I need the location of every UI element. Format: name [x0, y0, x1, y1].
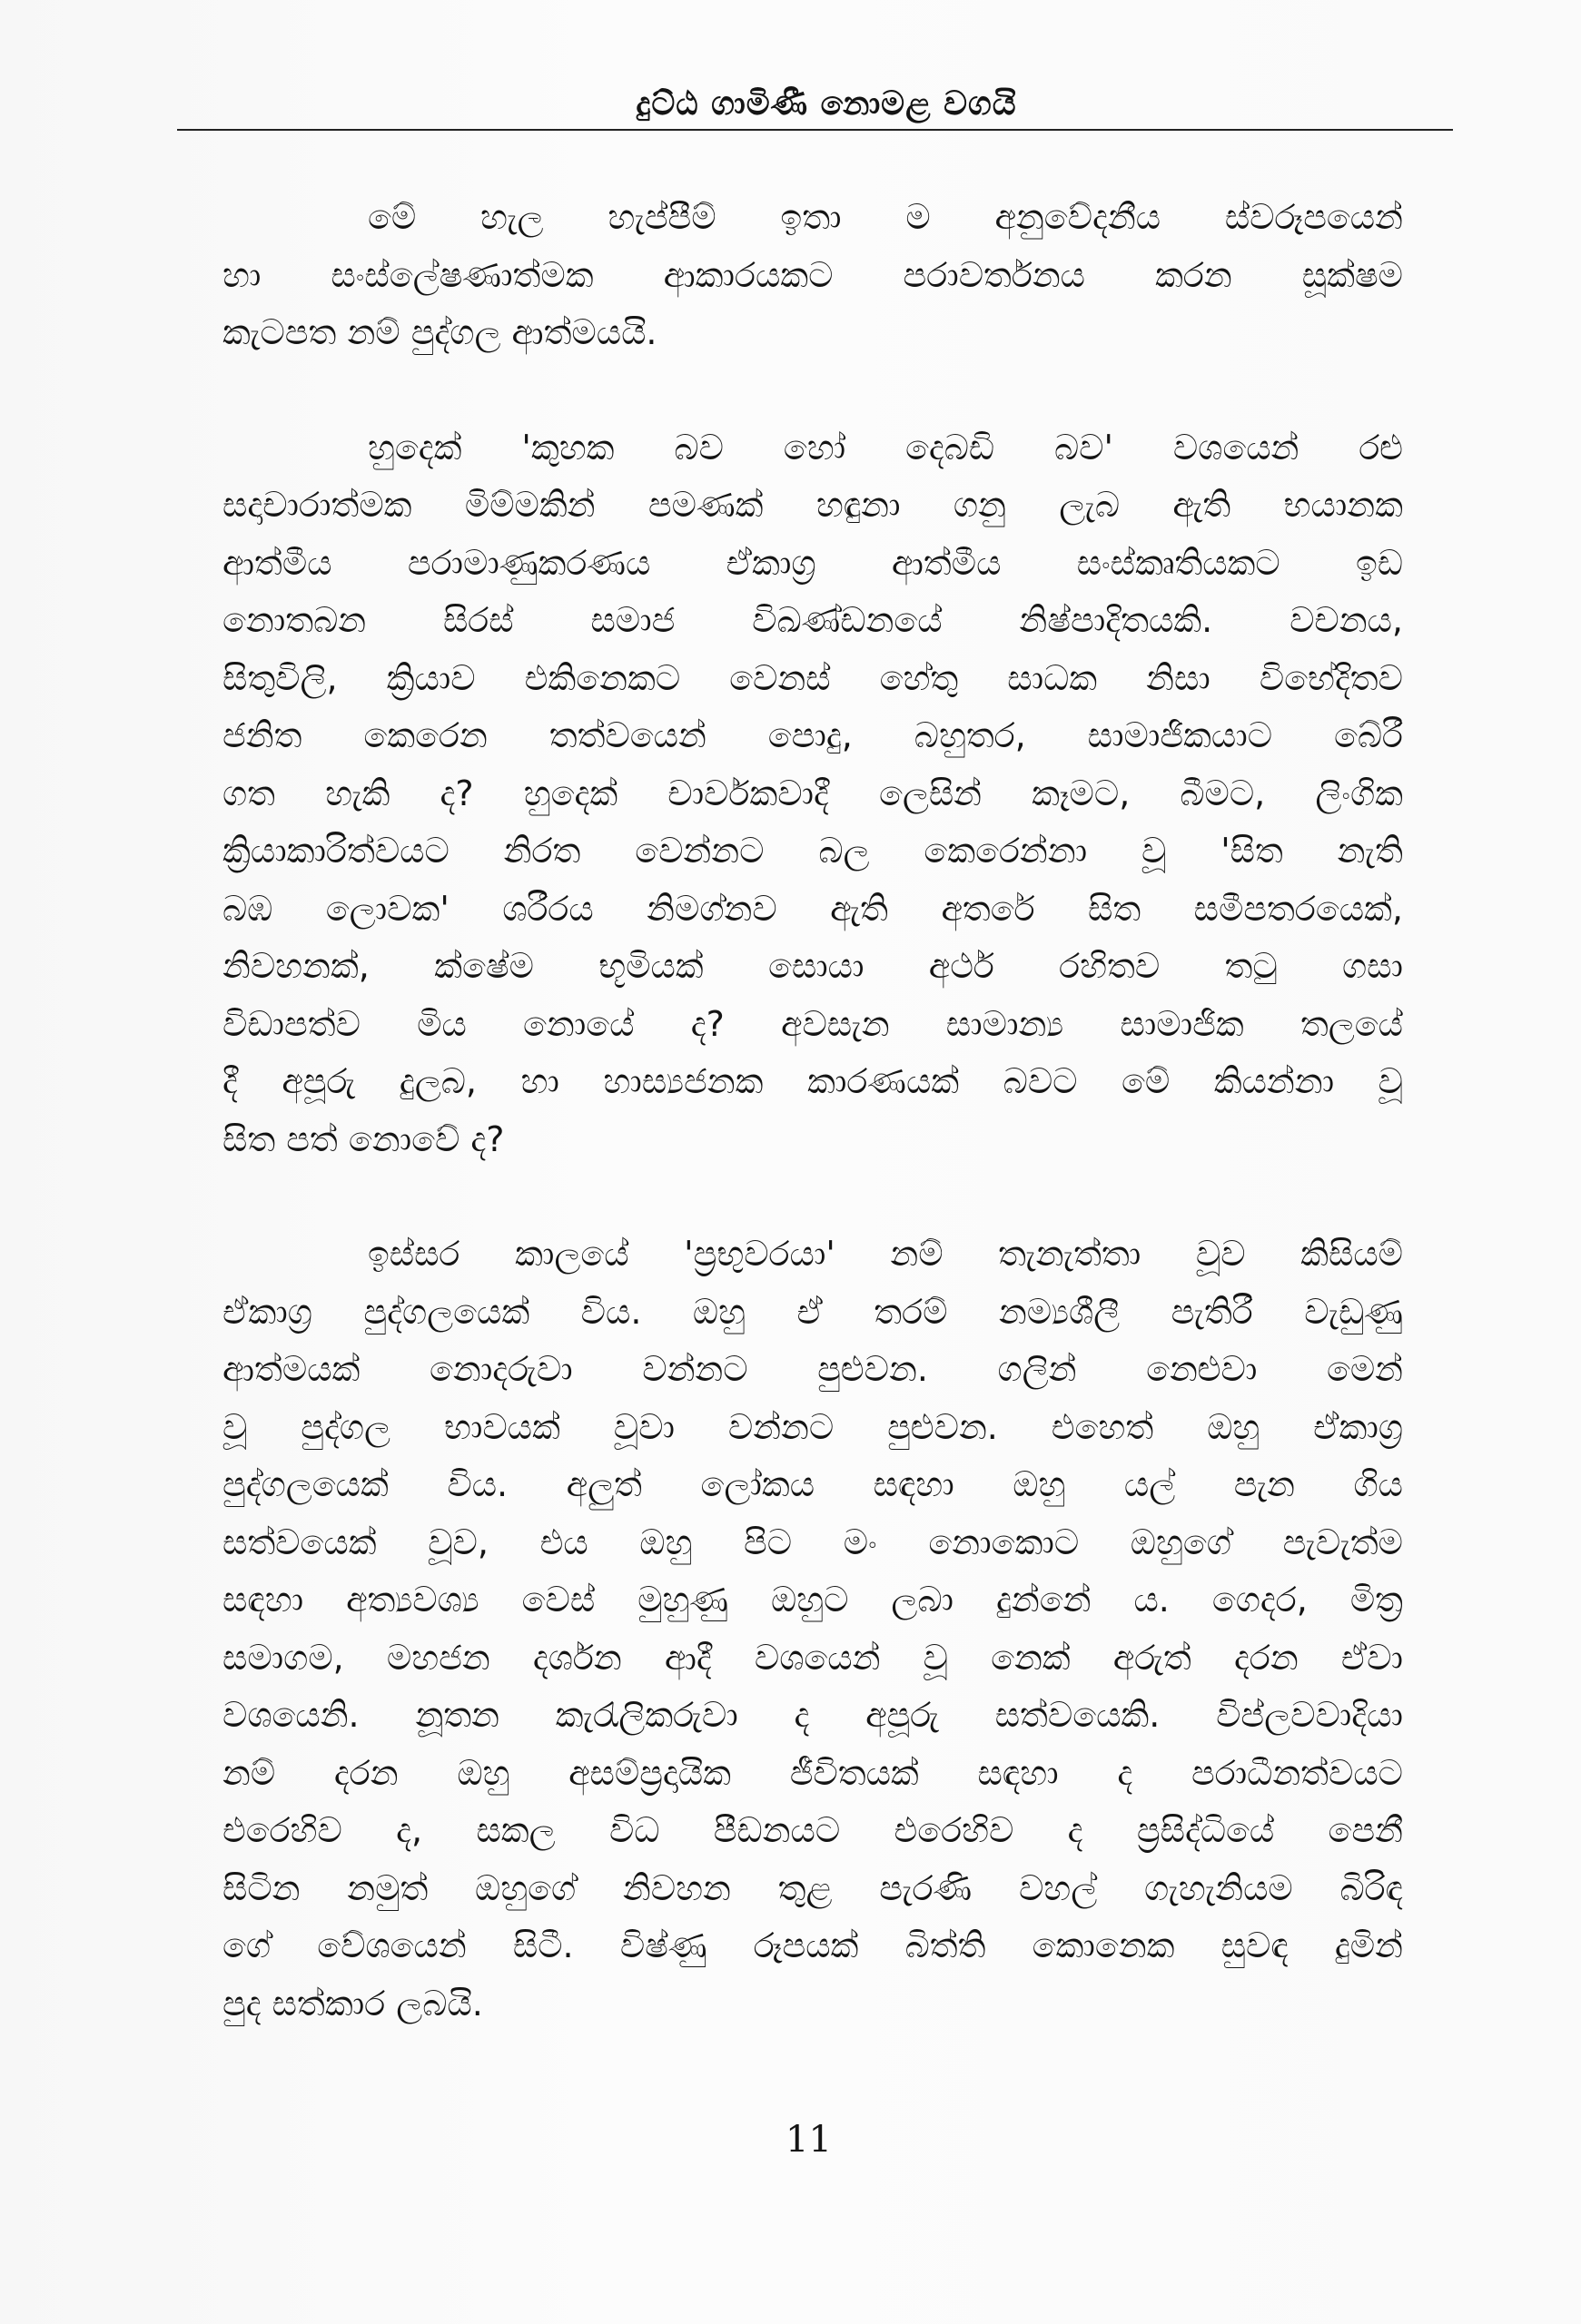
text-line: ඒකාග්‍ර පුද්ගලයෙක් විය. ඔහු ඒ තරම් නම්‍යශීලී පැතිරී වැඩුණු	[222, 1291, 1403, 1332]
text-line: සදාචාරාත්මක මිම්මකින් පමණක් හඳුනා ගනු ලැබ ඇති භයානක	[222, 485, 1403, 525]
text-line: සත්වයෙක් වූව, එය ඔහු පිට මං නොකොට ඔහුගේ පැවැත්ම	[222, 1521, 1403, 1562]
text-line: සිතුවිලි, ක්‍රියාව එකිනෙකට වෙනස් හේතු සාධක නිසා විභේදිතව	[222, 657, 1403, 698]
text-line: නොතබන සිරස් සමාජ විඛණ්ඩනයේ නිෂ්පාදිතයකි. වචනය,	[222, 600, 1403, 640]
text-line: සමාගම, මහජන දර්ශන ආදී වශයෙන් වූ නෙක් අරුත් දරන ඒවා	[222, 1637, 1403, 1678]
text-line: පුද සත්කාර ලබයි.	[222, 1983, 483, 2024]
text-line: හුදෙක් 'කුහක බව හෝ දෙබඩි බව' වශයෙන් රළු	[368, 427, 1403, 468]
page-number: 11	[786, 2119, 832, 2161]
text-line: සිත පත් නොවේ ද?	[222, 1118, 505, 1159]
running-header	[177, 82, 1453, 133]
text-line: කැටපත නම් පුද්ගල ආත්මයයි.	[222, 312, 657, 352]
running-header-title: දුට්ඨ ගාමිණී නොමළ වගයි	[636, 85, 1017, 123]
text-line: ක්‍රියාකාරිත්වයට නිරත වෙන්නට බල කෙරෙන්නා වූ 'සිත නැති	[222, 831, 1403, 871]
text-line: විඩාපත්ව මිය නොයේ ද? අවසැන සාමාන්‍ය සාමාජික තලයේ	[222, 1003, 1403, 1044]
text-line: දී අපූරු දුලබ, හා හාස්‍යජනක කාරණයක් බවට මේ කියන්නා වූ	[222, 1061, 1403, 1101]
text-line: පුද්ගලයෙක් විය. අලුත් ලෝකය සඳහා ඔහු යල් පැන ගිය	[222, 1464, 1403, 1504]
header-rule	[177, 129, 1453, 131]
text-line: ආත්මීය පරාමාණුකරණය ඒකාග්‍ර ආත්මීය සංස්කෘතියකට ඉඩ	[222, 542, 1403, 583]
text-line: ගේ වේශයෙන් සිටී. විෂ්ණු රූපයක් බිත්ති කොනෙක සුවඳ දුමින්	[222, 1925, 1403, 1965]
text-line: සඳහා අත්‍යවශ්‍ය වෙස් මුහුණු ඔහුට ලබා දුන්නේ ය. ගෙදර, මිත්‍ර	[222, 1580, 1403, 1620]
text-line: නම් දරන ඔහු අසම්ප්‍රදායික ජීවිතයක් සඳහා ද පරාධීනත්වයට	[222, 1752, 1403, 1793]
text-line: හා සංස්ලේෂණාත්මක ආකාරයකට පරාවර්තනය කරන සූක්ෂම	[222, 254, 1403, 295]
paragraph-2	[222, 419, 1403, 1169]
text-line: එරෙහිව ද, සකල විධ පීඩනයට එරෙහිව ද ප්‍රසිද්ධියේ පෙනී	[222, 1810, 1403, 1850]
text-line: සිටින නමුත් ඔහුගේ නිවහන තුළ පැරණි වහල් ගැහැනියම බිරිඳ	[222, 1867, 1403, 1908]
text-line: නිවහනක්, ක්ෂේම භූමියක් සොයා අර්ථ රහිතව තටු ගසා	[222, 946, 1403, 986]
text-line: ගත හැකි ද? හුදෙක් චාර්වකවාදී ලෙසින් කෑමට, බීමට, ලිංගික	[222, 773, 1403, 813]
paragraph-3	[222, 1226, 1403, 2033]
text-line: ජනිත කෙරෙන තත්වයෙන් පොදු, බහුතර, සාමාජිකයාට බේරී	[222, 715, 1403, 755]
text-line: වූ පුද්ගල භාවයක් වූවා වන්නට පුළුවන. එහෙත් ඔහු ඒකාග්‍ර	[222, 1406, 1403, 1447]
text-line: බඹ ලොවක' ශරීරය නිමග්නව ඇති අතරේ සිත සමීපතරයෙක්,	[222, 888, 1403, 929]
paragraph-1	[222, 189, 1403, 362]
body-text	[222, 189, 1403, 2090]
text-line: ඉස්සර කාලයේ 'ප්‍රභුවරයා' නම් තැනැත්තා වූව කිසියම්	[368, 1234, 1403, 1274]
text-line: වශයෙනි. නූතන කැරැලිකරුවා ද අපූරු සත්වයෙකි. විප්ලවවාදියා	[222, 1695, 1403, 1735]
text-line: ආත්මයක් නොදරුවා වන්නට පුළුවන. ගලින් නෙළුවා මෙන්	[222, 1349, 1403, 1389]
text-line: මේ හැල හැප්පීම් ඉතා ම අනුවේදනීය ස්වරූපයෙන්	[368, 197, 1403, 237]
